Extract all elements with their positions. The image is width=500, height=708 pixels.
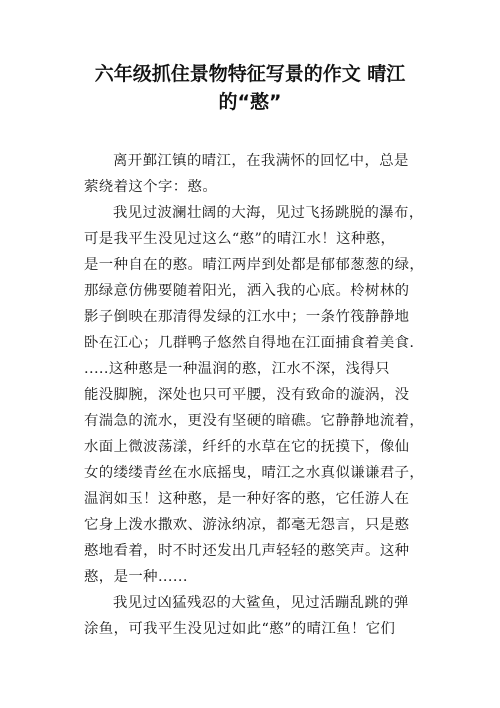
text-line: 能没脚腕，深处也只可平腰，没有致命的漩涡，没 bbox=[84, 387, 410, 403]
text-line: 憨，是一种...... bbox=[84, 569, 188, 585]
text-line: 温润如玉！这种憨，是一种好客的憨，它任游人在 bbox=[84, 491, 410, 507]
text-line: 水面上微波荡漾，纤纤的水草在它的抚摸下，像仙 bbox=[84, 439, 410, 455]
text-line: 可是我平生没见过这么“憨”的晴江水！这种憨， bbox=[84, 231, 396, 247]
document-body bbox=[84, 148, 424, 642]
text-line: 影子倒映在那清得发绿的江水中；一条竹筏静静地 bbox=[84, 309, 410, 325]
text-line: 有湍急的流水，更没有坚硬的暗礁。它静静地流着， bbox=[84, 413, 424, 429]
text-line: 离开鄞江镇的晴江，在我满怀的回忆中，总是 bbox=[113, 153, 409, 169]
text-line: 我见过凶猛残忍的大鲨鱼，见过活蹦乱跳的弹 bbox=[113, 595, 409, 611]
text-line: 我见过波澜壮阔的大海，见过飞扬跳脱的瀑布， bbox=[113, 205, 424, 221]
text-line: 是一种自在的憨。晴江两岸到处都是郁郁葱葱的绿， bbox=[84, 257, 424, 273]
title-line-1: 六年级抓住景物特征写景的作文 晴江 bbox=[94, 63, 406, 85]
text-line: 涂鱼，可我平生没见过如此“憨”的晴江鱼！它们 bbox=[84, 621, 396, 637]
text-line: 卧在江心；几群鸭子悠然自得地在江面捕食着美食. bbox=[84, 335, 415, 351]
text-line: .....这种憨是一种温润的憨，江水不深，浅得只 bbox=[84, 361, 390, 377]
text-line: 女的缕缕青丝在水底摇曳，晴江之水真似谦谦君子， bbox=[84, 465, 424, 481]
document-title bbox=[60, 60, 440, 116]
text-line: 它身上泼水撒欢、游泳纳凉，都毫无怨言，只是憨 bbox=[84, 517, 410, 533]
title-line-2: 的“憨” bbox=[218, 91, 282, 113]
text-line: 憨地看着，时不时还发出几声轻轻的憨笑声。这种 bbox=[84, 543, 410, 559]
text-line: 萦绕着这个字：憨。 bbox=[84, 179, 218, 195]
text-line: 那绿意仿佛要随着阳光，洒入我的心底。柃树林的 bbox=[84, 283, 410, 299]
